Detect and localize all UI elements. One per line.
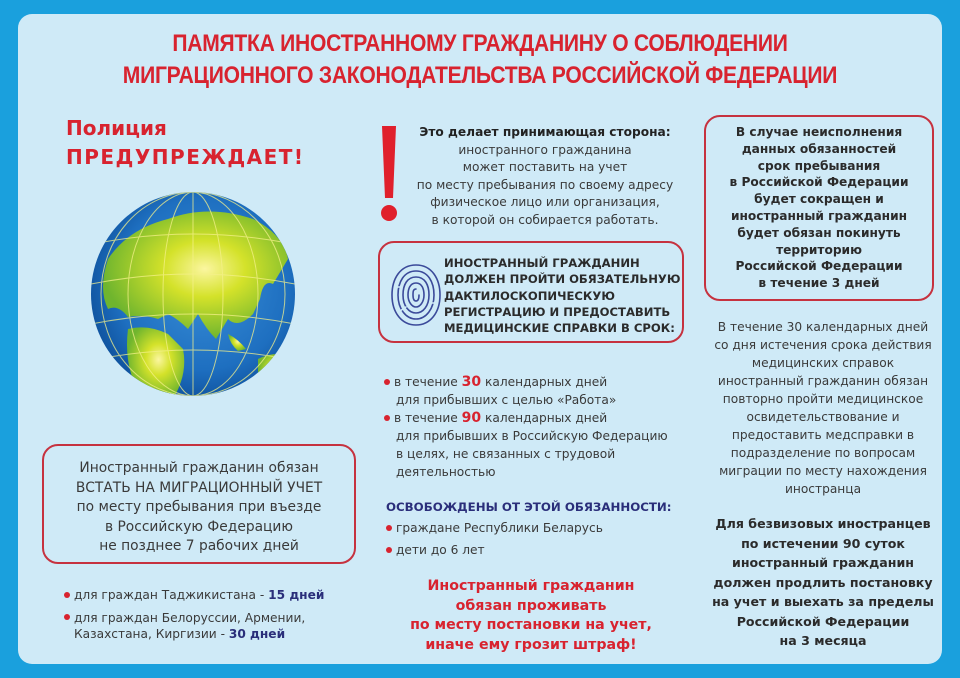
- globe-icon: [88, 189, 298, 399]
- deadline-sub: деятельностью: [396, 465, 496, 479]
- penalty-line: в Российской Федерации: [729, 175, 909, 190]
- warning-line: Иностранный гражданин: [427, 578, 635, 594]
- deadline-number: 90: [461, 410, 482, 426]
- deadline-prefix: в течение: [394, 375, 462, 389]
- deadline-suffix: календарных дней: [481, 375, 608, 389]
- visa-free-line: на 3 месяца: [779, 633, 867, 648]
- country-term-days: 30 дней: [228, 627, 286, 641]
- bullet-icon: [384, 415, 390, 421]
- host-line: физическое лицо или организация,: [430, 195, 660, 209]
- medical-line: миграции по месту нахождения: [719, 464, 927, 478]
- host-line: иностранного гражданина: [458, 142, 632, 157]
- visa-free-line: на учет и выехать за пределы: [712, 594, 934, 609]
- fingerprint-line: ДАКТИЛОСКОПИЧЕСКУЮ: [444, 288, 615, 303]
- bullet-icon: [386, 547, 392, 553]
- visa-free-info: [700, 514, 946, 651]
- host-line: по месту пребывания по своему адресу: [416, 177, 674, 192]
- fingerprint-text: [444, 255, 684, 336]
- medical-renewal-info: [700, 318, 946, 498]
- deadline-prefix: в течение: [394, 411, 462, 425]
- country-term-text-cont: Казахстана, Киргизии -: [74, 627, 229, 641]
- penalty-line: данных обязанностей: [741, 141, 897, 156]
- medical-line: освидетельствование и: [746, 410, 900, 424]
- deadline-sub: в целях, не связанных с трудовой: [396, 447, 616, 461]
- deadline-item: [384, 373, 684, 409]
- exemptions-header: ОСВОБОЖДЕНЫ ОТ ЭТОЙ ОБЯЗАННОСТИ:: [386, 500, 672, 514]
- penalty-line: срок пребывания: [757, 158, 881, 173]
- host-header: Это делает принимающая сторона:: [419, 125, 671, 139]
- exclamation-icon: [380, 126, 398, 224]
- host-party-info: [400, 124, 690, 229]
- warning-line: иначе ему грозит штраф!: [425, 636, 637, 653]
- exemption-item: [386, 542, 686, 559]
- penalty-box: [704, 115, 934, 301]
- host-line: в которой он собирается работать.: [431, 212, 659, 227]
- medical-line: повторно пройти медицинское: [722, 392, 924, 406]
- penalty-line: В случае неисполнения: [735, 125, 903, 139]
- medical-line: со дня истечения срока действия: [714, 338, 932, 352]
- penalty-line: будет обязан покинуть: [737, 225, 901, 240]
- police-warns-heading: [66, 114, 305, 172]
- host-line: может поставить на учет: [462, 160, 628, 174]
- country-terms-list: [64, 587, 324, 649]
- visa-free-line: Для безвизовых иностранцев: [715, 516, 931, 531]
- visa-free-line: по истечении 90 суток: [741, 535, 905, 551]
- bullet-icon: [386, 525, 392, 531]
- bullet-icon: [384, 379, 390, 385]
- exemption-item: [386, 520, 686, 537]
- medical-line: иностранца: [784, 482, 862, 496]
- deadline-sub: для прибывших с целью «Работа»: [396, 393, 617, 407]
- penalty-line: территорию: [776, 242, 862, 257]
- penalty-line: Российской Федерации: [735, 259, 903, 274]
- deadline-number: 30: [461, 374, 482, 390]
- registration-line: Иностранный гражданин обязан: [79, 460, 319, 476]
- registration-line: не позднее 7 рабочих дней: [99, 538, 299, 554]
- registration-line: ВСТАТЬ НА МИГРАЦИОННЫЙ УЧЕТ: [75, 479, 323, 496]
- fingerprint-line: ДОЛЖЕН ПРОЙТИ ОБЯЗАТЕЛЬНУЮ: [444, 272, 681, 287]
- country-term-days: 15 дней: [268, 588, 325, 602]
- exemption-text: дети до 6 лет: [396, 543, 485, 557]
- page-title: [83, 28, 878, 92]
- title-line-1: ПАМЯТКА ИНОСТРАННОМУ ГРАЖДАНИНУ О СОБЛЮДЕНИИ: [172, 30, 788, 57]
- penalty-line: иностранный гражданин: [730, 208, 908, 223]
- fingerprint-box: [378, 241, 684, 343]
- title-line-2: МИГРАЦИОННОГО ЗАКОНОДАТЕЛЬСТВА РОССИЙСКОЙ ФЕДЕРАЦИИ: [122, 62, 838, 89]
- country-term-item: [64, 610, 324, 643]
- registration-line: по месту пребывания при въезде: [76, 499, 322, 515]
- country-term-text: для граждан Таджикистана -: [74, 588, 269, 602]
- medical-line: медицинских справок: [751, 356, 895, 370]
- fingerprint-icon: [388, 257, 444, 329]
- visa-free-line: Российской Федерации: [736, 613, 910, 629]
- country-term-item: [64, 587, 324, 604]
- bullet-icon: [64, 614, 70, 620]
- warning-line: обязан проживать: [455, 597, 607, 614]
- police-line-2: ПРЕДУПРЕЖДАЕТ!: [66, 145, 305, 169]
- deadline-list: [384, 373, 684, 481]
- exemption-text: граждане Республики Беларусь: [396, 521, 603, 535]
- exemptions: [386, 500, 686, 564]
- medical-line: В течение 30 календарных дней: [717, 320, 929, 334]
- registration-line: в Российскую Федерацию: [104, 518, 294, 535]
- penalty-line: в течение 3 дней: [758, 276, 880, 291]
- medical-line: подразделение по вопросам: [730, 446, 916, 460]
- visa-free-line: иностранный гражданин: [732, 555, 914, 570]
- registration-box: [42, 444, 356, 564]
- fine-warning: [378, 577, 684, 655]
- bullet-icon: [64, 592, 70, 598]
- visa-free-line: должен продлить постановку: [713, 574, 933, 590]
- deadline-item: [384, 409, 684, 481]
- warning-line: по месту постановки на учет,: [410, 617, 652, 633]
- country-term-text: для граждан Белоруссии, Армении,: [74, 610, 306, 625]
- deadline-sub: для прибывших в Российскую Федерацию: [396, 429, 668, 443]
- fingerprint-line: МЕДИЦИНСКИЕ СПРАВКИ В СРОК:: [444, 321, 675, 336]
- fingerprint-line: ИНОСТРАННЫЙ ГРАЖДАНИН: [444, 256, 640, 270]
- deadline-suffix: календарных дней: [481, 411, 608, 425]
- fingerprint-line: РЕГИСТРАЦИЮ И ПРЕДОСТАВИТЬ: [444, 304, 671, 319]
- poster-panel: [18, 14, 942, 664]
- penalty-line: будет сокращен и: [754, 192, 884, 207]
- medical-line: предоставить медсправки в: [731, 428, 915, 442]
- medical-line: иностранный гражданин обязан: [717, 374, 929, 388]
- police-line-1: Полиция: [66, 116, 167, 140]
